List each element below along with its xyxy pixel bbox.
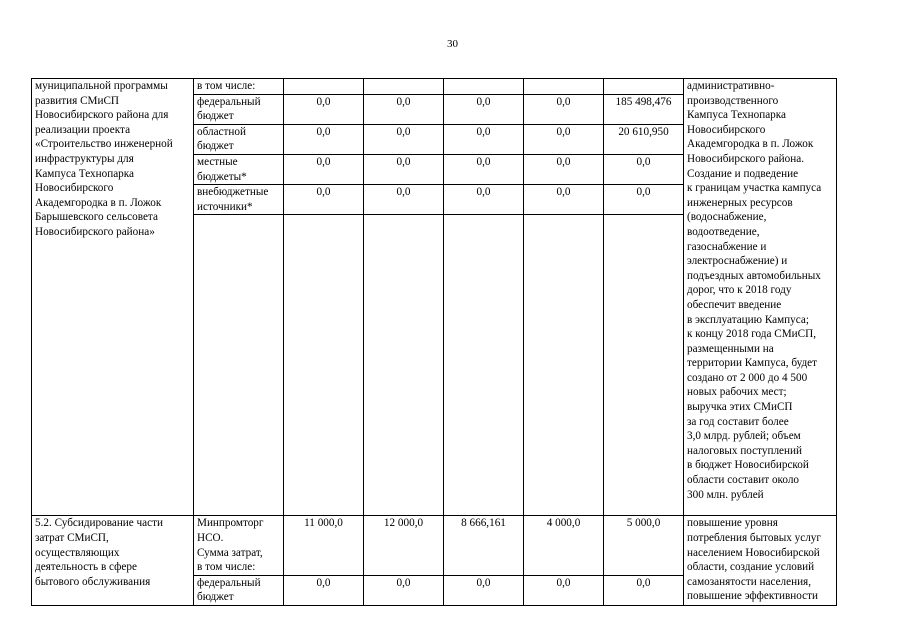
value-cell: 0,0 xyxy=(524,124,604,154)
empty-cell xyxy=(284,215,364,516)
table-row xyxy=(32,516,837,575)
empty-cell xyxy=(604,215,684,516)
value-cell: 0,0 xyxy=(524,154,604,184)
expected-result: административно- производственного Кампуса Технопарка Новосибирского Академгородка в п. Ложок Новосибирского района. Создание и подведение к границам участка кампуса инженерных ресурсов (водоснабжение, водоотведение, газоснабжение и электроснабжение) и подъездных автомобильных дорог, что к 2018 году обеспечит введение в эксплуатацию Кампуса; к концу 2018 года СМиСП, размещенными на территории Кампуса, будет создано от 2 000 до 4 500 новых рабочих мест; выручка этих СМиСП за год составит более 3,0 млрд. рублей; объем налоговых поступлений в бюджет Новосибирской области составит около 300 млн. рублей xyxy=(684,79,837,516)
value-cell: 0,0 xyxy=(364,185,444,215)
funding-source: федеральный бюджет xyxy=(194,575,284,605)
value-cell: 0,0 xyxy=(364,94,444,124)
value-cell: 0,0 xyxy=(604,154,684,184)
value-cell: 0,0 xyxy=(284,94,364,124)
funding-source: местные бюджеты* xyxy=(194,154,284,184)
funding-source: внебюджетные источники* xyxy=(194,185,284,215)
value-cell: 0,0 xyxy=(524,185,604,215)
value-cell: 0,0 xyxy=(444,185,524,215)
value-cell: 0,0 xyxy=(444,124,524,154)
value-cell: 4 000,0 xyxy=(524,516,604,575)
funding-source: Минпромторг НСО. Сумма затрат, в том числе: xyxy=(194,516,284,575)
funding-source: федеральный бюджет xyxy=(194,94,284,124)
value-cell: 0,0 xyxy=(284,185,364,215)
value-cell: 0,0 xyxy=(604,575,684,605)
empty-cell xyxy=(364,215,444,516)
empty-cell xyxy=(444,215,524,516)
value-cell: 0,0 xyxy=(444,94,524,124)
empty-cell xyxy=(524,215,604,516)
value-cell: 5 000,0 xyxy=(604,516,684,575)
value-cell: 0,0 xyxy=(604,185,684,215)
value-cell: 8 666,161 xyxy=(444,516,524,575)
value-cell: 0,0 xyxy=(284,154,364,184)
value-cell: 20 610,950 xyxy=(604,124,684,154)
value-cell: 0,0 xyxy=(364,575,444,605)
program-description: 5.2. Субсидирование части затрат СМиСП, осуществляющих деятельность в сфере бытового обслуживания xyxy=(32,516,194,606)
value-cell: 0,0 xyxy=(284,124,364,154)
value-cell xyxy=(444,79,524,95)
page-number: 30 xyxy=(447,38,458,50)
program-description: муниципальной программы развития СМиСП Новосибирского района для реализации проекта «Строительство инженерной инфраструктуры для Кампуса Технопарка Новосибирского Академгородка в п. Ложок Барышевского сельсовета Новосибирского района» xyxy=(32,79,194,516)
value-cell: 0,0 xyxy=(364,154,444,184)
expected-result: повышение уровня потребления бытовых услуг населением Новосибирской области, создание условий самозанятости населения, повышение эффективности xyxy=(684,516,837,606)
value-cell: 0,0 xyxy=(444,575,524,605)
value-cell: 12 000,0 xyxy=(364,516,444,575)
value-cell: 0,0 xyxy=(524,94,604,124)
value-cell: 0,0 xyxy=(284,575,364,605)
funding-source: областной бюджет xyxy=(194,124,284,154)
program-table xyxy=(31,78,837,606)
value-cell xyxy=(604,79,684,95)
value-cell: 185 498,476 xyxy=(604,94,684,124)
value-cell: 0,0 xyxy=(524,575,604,605)
table-row xyxy=(32,79,837,95)
funding-source: в том числе: xyxy=(194,79,284,95)
value-cell xyxy=(364,79,444,95)
value-cell: 0,0 xyxy=(364,124,444,154)
value-cell xyxy=(524,79,604,95)
value-cell: 11 000,0 xyxy=(284,516,364,575)
value-cell: 0,0 xyxy=(444,154,524,184)
empty-cell xyxy=(194,215,284,516)
value-cell xyxy=(284,79,364,95)
